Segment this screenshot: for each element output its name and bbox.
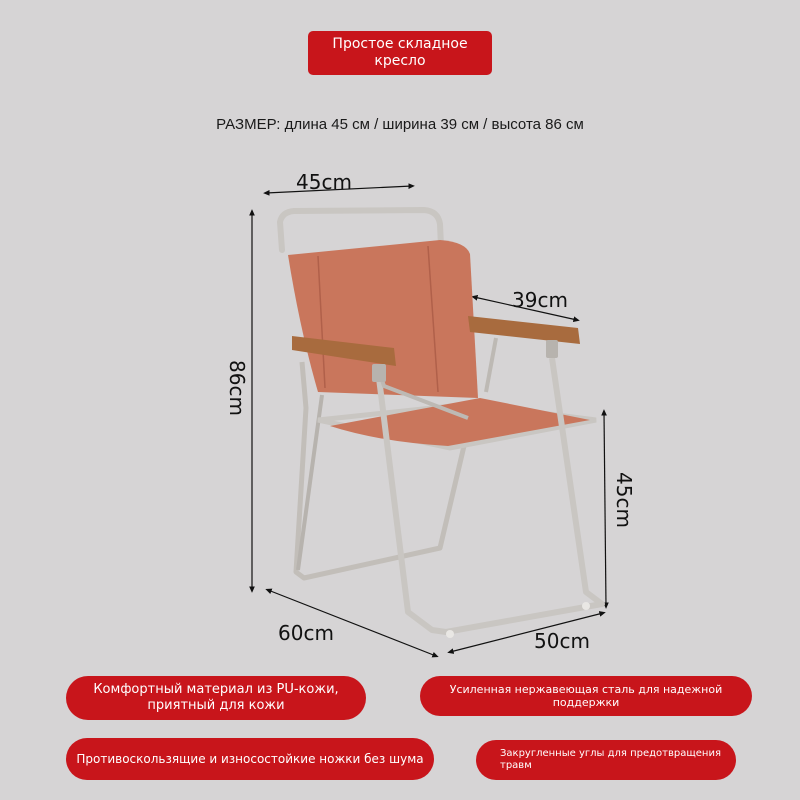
- label-seat-height: 45cm: [612, 472, 636, 528]
- feature-pu-leather: [66, 676, 366, 720]
- size-spec-text: РАЗМЕР: длина 45 см / ширина 39 см / высота 86 см: [216, 116, 584, 133]
- label-base-width: 50cm: [534, 629, 590, 653]
- feature-anti-slip-feet: [66, 738, 434, 780]
- chair-drawing: [280, 210, 602, 638]
- dim-line-seat-height: [604, 412, 606, 606]
- feature-anti-slip-feet-text: Противоскользящие и износостойкие ножки без шума: [76, 751, 424, 766]
- feature-pu-leather-text: Комфортный материал из PU-кожи, приятный для кожи: [93, 682, 339, 713]
- label-depth: 60cm: [278, 621, 334, 645]
- feature-rounded-corners: [476, 740, 736, 780]
- feature-rounded-corners-text: Закругленные углы для предотвращения травм: [500, 748, 721, 771]
- feature-stainless-steel-text: Усиленная нержавеющая сталь для надежной поддержки: [449, 682, 723, 709]
- label-seat-width: 39cm: [512, 288, 568, 312]
- label-height: 86cm: [225, 360, 249, 416]
- title-text: Простое складное кресло: [332, 36, 468, 69]
- label-top-width: 45cm: [296, 170, 352, 194]
- feature-stainless-steel: [420, 676, 752, 716]
